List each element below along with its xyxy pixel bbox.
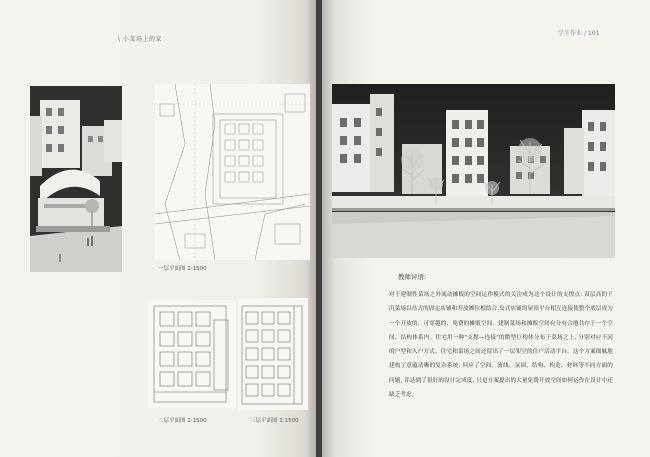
section-label: 学生作业	[558, 30, 583, 37]
caption-plan-2: 二层平面图 1:1500	[158, 418, 207, 424]
running-header-right	[557, 28, 601, 37]
second-floor-plan	[148, 300, 236, 408]
comment-body: 对于建制性菜场之外流动摊贩的空间运作模式的关注成为这个设计的支撑点: 双层高的下沉菜场以岛式的固定店铺和开放摊位相结合,岛式店铺的屋顶平台相互连接使整个底层成为一个开放的、可穿越的、免费的摊贩空间。建制菜场和摊贩空间有分有合地共存于一个空间、结构体系内。住宅用一种"支撑—连接"的微型巨构体分布于菜场之上, 分别对应不同的户型和入户方式。住宅和菜场之间还留出了一层架空的住户活动平台。这个方案细腻地建构了意蕴清晰的复杂系统, 回应了空间、流线、氛围、结构、构造、材料等不同方面的问题, 并达到了很好的设计完成度, 只是方案提出的大量免费开放空间如何运作在设计中还缺乏考虑。	[389, 292, 613, 399]
caption-plan-3: 三层平面图 1:1500	[250, 418, 299, 424]
model-photo-small	[30, 86, 122, 272]
page-number: 101	[588, 30, 600, 37]
running-header-left: \ 小菜场上的家	[118, 36, 162, 43]
comment-title: 教师评语:	[398, 273, 427, 281]
header-separator: /	[584, 30, 587, 37]
model-photo-large	[332, 84, 615, 258]
caption-plan-1: 一层平面图 1:1500	[158, 266, 207, 272]
ground-floor-plan	[155, 84, 310, 260]
third-floor-plan	[238, 298, 308, 410]
